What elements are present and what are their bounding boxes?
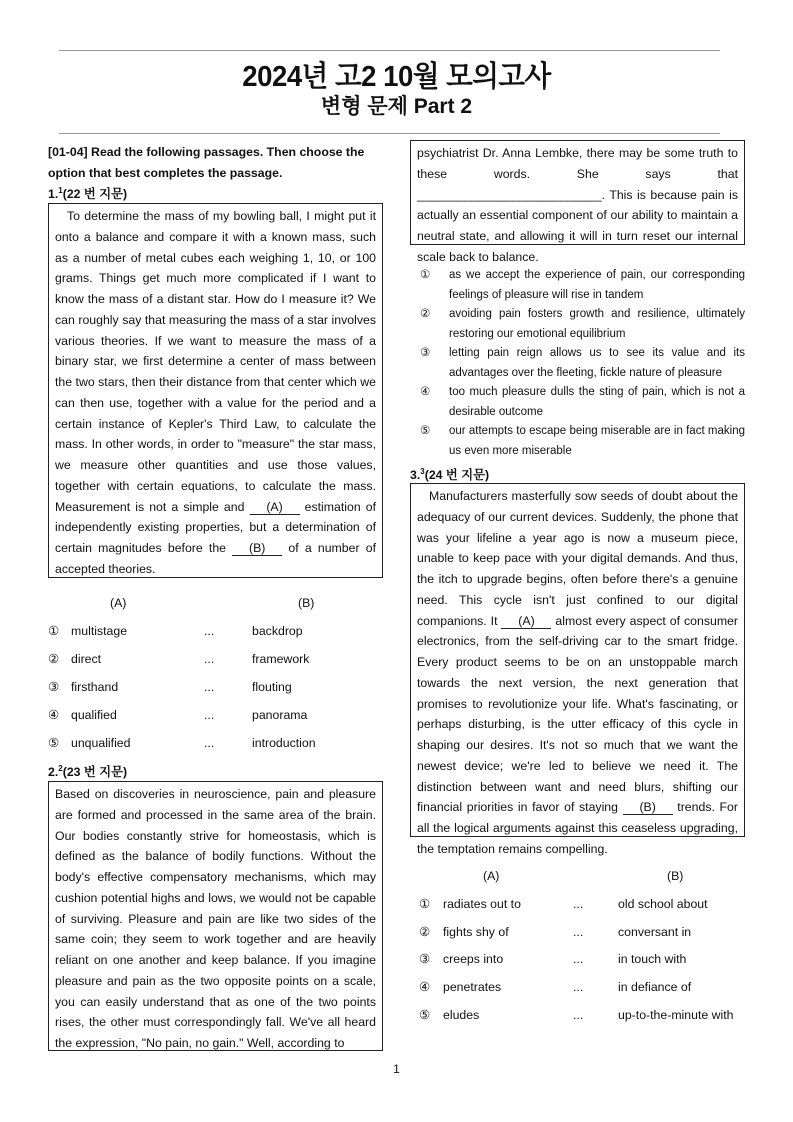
top-rule — [59, 50, 720, 51]
option-number: ④ — [420, 386, 431, 398]
option-1[interactable] — [420, 266, 745, 305]
page-number: 1 — [393, 1062, 400, 1076]
option-dots: ... — [573, 952, 584, 967]
column-header-b: (B) — [298, 596, 315, 610]
option-a: direct — [71, 652, 102, 666]
option-b: old school about — [618, 897, 708, 911]
option-b: in touch with — [618, 952, 687, 967]
option-dots: ... — [204, 680, 215, 694]
option-number: ② — [420, 308, 431, 320]
question-2-heading: 2.$^2$(23 번 지문) — [48, 763, 128, 779]
option-text: our attempts to escape being miserable are in fact making us even more miserable — [449, 425, 745, 457]
option-dots: ... — [204, 624, 215, 638]
question-3-passage: Manufacturers masterfully sow seeds of doubt about the adequacy of our current devices. Suddenly, the phone that was your lifeline a year ago is now a museum piece, unable to keep pace with your digital demands. And thus, the itch to upgrade begins, often before there's a genuine need. This cycle isn't just confined to our digital companions. It (A) almost every aspect of consumer electronics, from the self-driving car to the smart fridge. Every product seems to be on an unstoppable march towards the next version, the next generation that promises to revolutionize your life. What's fascinating, or perhaps disturbing, is the utter efficacy of this cycle in shaping our desires. It's not so much that we want the newest device; we're led to believe we need it. The distinction between want and need blurs, shifting our financial priorities in favor of staying (B) trends. For all the logical arguments against this ceaseless upgrading, the temptation remains compelling. — [410, 483, 745, 837]
option-text: letting pain reign allows us to see its value and its advantages over the fleeting, fickle nature of pleasure — [449, 347, 745, 379]
question-1-heading: 1.$^1$(22 번 지문) — [48, 185, 128, 201]
option-a: radiates out to — [443, 897, 521, 911]
option-number: ④ — [419, 980, 431, 995]
option-b: introduction — [252, 736, 316, 750]
page-title: 2024년 고2 10월 모의고사 — [242, 61, 551, 93]
option-dots: ... — [573, 980, 584, 995]
option-a: multistage — [71, 624, 128, 638]
column-header-b: (B) — [667, 869, 684, 883]
option-dots: ... — [204, 708, 215, 722]
answer-blank: ___________________________ — [417, 187, 602, 202]
blank-b: (B) — [623, 800, 673, 815]
option-a: creeps into — [443, 952, 504, 967]
option-number: ⑤ — [419, 1007, 431, 1022]
option-number: ③ — [419, 952, 431, 967]
column-header-a: (A) — [110, 596, 127, 610]
option-text: avoiding pain fosters growth and resilience, ultimately restoring our emotional equilibrium — [449, 308, 745, 340]
option-2[interactable] — [420, 305, 745, 344]
question-1-passage: To determine the mass of my bowling ball, I might put it onto a balance and compare it with a known mass, such as a number of metal cubes each weighing 1, 10, or 100 grams. Things get much more complicated if I want to know the mass of a distant star. How do I measure it? We can roughly say that measuring the mass of a star involves various theories. If we want to measure the mass of a binary star, we first determine a center of mass between the two stars, then their distance from that center which we can then use, together with a value for the period and a certain instance of Kepler's Third Law, to calculate the mass. In other words, in order to "measure" the star mass, we measure other quantities and use those values, together with certain equations, to calculate the mass. Measurement is not a simple and (A) estimation of independently existing properties, but a determination of certain magnitudes before the (B) of a number of accepted theories. — [48, 203, 383, 578]
option-b: in defiance of — [618, 980, 692, 995]
option-number: ④ — [48, 708, 60, 722]
option-number: ③ — [420, 347, 431, 359]
option-text: as we accept the experience of pain, our corresponding feelings of pleasure will rise in tandem — [449, 269, 745, 301]
blank-b: (B) — [232, 541, 282, 556]
option-dots: ... — [573, 924, 584, 939]
option-a: unqualified — [71, 736, 131, 750]
question-2-options — [420, 266, 745, 461]
option-number: ② — [419, 924, 431, 939]
page-subtitle: 변형 문제 Part 2 — [320, 95, 473, 118]
option-a: fights shy of — [443, 924, 509, 939]
option-a: qualified — [71, 708, 117, 722]
option-b: flouting — [252, 680, 292, 694]
question-2-passage-left: Based on discoveries in neuroscience, pain and pleasure are formed and processed in the same area of the brain. Our bodies constantly strive for homeostasis, which is defined as the balance of bodily functions. Without the body's effective compensatory mechanisms, which may cushion potential highs and lows, we would not be capable of surviving. Pleasure and pain are like two sides of the same coin; they seem to work together and are heavily reliant on one another and keep balance. If you imagine pleasure and pain as the two opposite points on a scale, you can easily understand that as one of the two points rises, the other must correspondingly fall. We've all heard the expression, "No pain, no gain." Well, according to — [48, 781, 383, 1051]
blank-a: (A) — [501, 614, 551, 629]
option-4[interactable] — [420, 383, 745, 422]
option-a: firsthand — [71, 680, 119, 694]
option-a: penetrates — [443, 980, 502, 995]
option-b: up-to-the-minute with — [618, 1007, 734, 1022]
option-5[interactable] — [420, 422, 745, 461]
option-3[interactable] — [420, 344, 745, 383]
option-number: ③ — [48, 680, 60, 694]
option-number: ② — [48, 652, 60, 666]
instructions: [01-04] Read the following passages. Then choose the option that best completes the passage. — [48, 145, 365, 180]
header-rule-right — [410, 133, 720, 134]
option-number: ⑤ — [48, 736, 60, 750]
blank-a: (A) — [250, 500, 300, 515]
option-b: backdrop — [252, 624, 303, 638]
option-dots: ... — [573, 897, 584, 911]
header-rule-left — [59, 133, 414, 134]
question-2-passage-right: psychiatrist Dr. Anna Lembke, there may be some truth to these words. She says that ___________________________. This is because pain is actually an essential component of our ability to maintain a neutral state, and allowing it will in turn reset our internal scale back to balance. — [410, 140, 745, 245]
option-number: ⑤ — [420, 425, 431, 437]
column-header-a: (A) — [483, 869, 500, 883]
option-b: framework — [252, 652, 310, 666]
option-b: panorama — [252, 708, 308, 722]
option-dots: ... — [573, 1007, 584, 1022]
question-3-options — [410, 869, 745, 1029]
option-dots: ... — [204, 736, 215, 750]
question-1-options — [48, 596, 378, 756]
option-b: conversant in — [618, 924, 692, 939]
option-text: too much pleasure dulls the sting of pain, which is not a desirable outcome — [449, 386, 745, 418]
option-a: eludes — [443, 1007, 480, 1022]
option-number: ① — [48, 624, 60, 638]
option-dots: ... — [204, 652, 215, 666]
option-number: ① — [419, 897, 431, 911]
question-3-heading: 3.$^3$(24 번 지문) — [410, 466, 490, 482]
option-number: ① — [420, 269, 431, 281]
